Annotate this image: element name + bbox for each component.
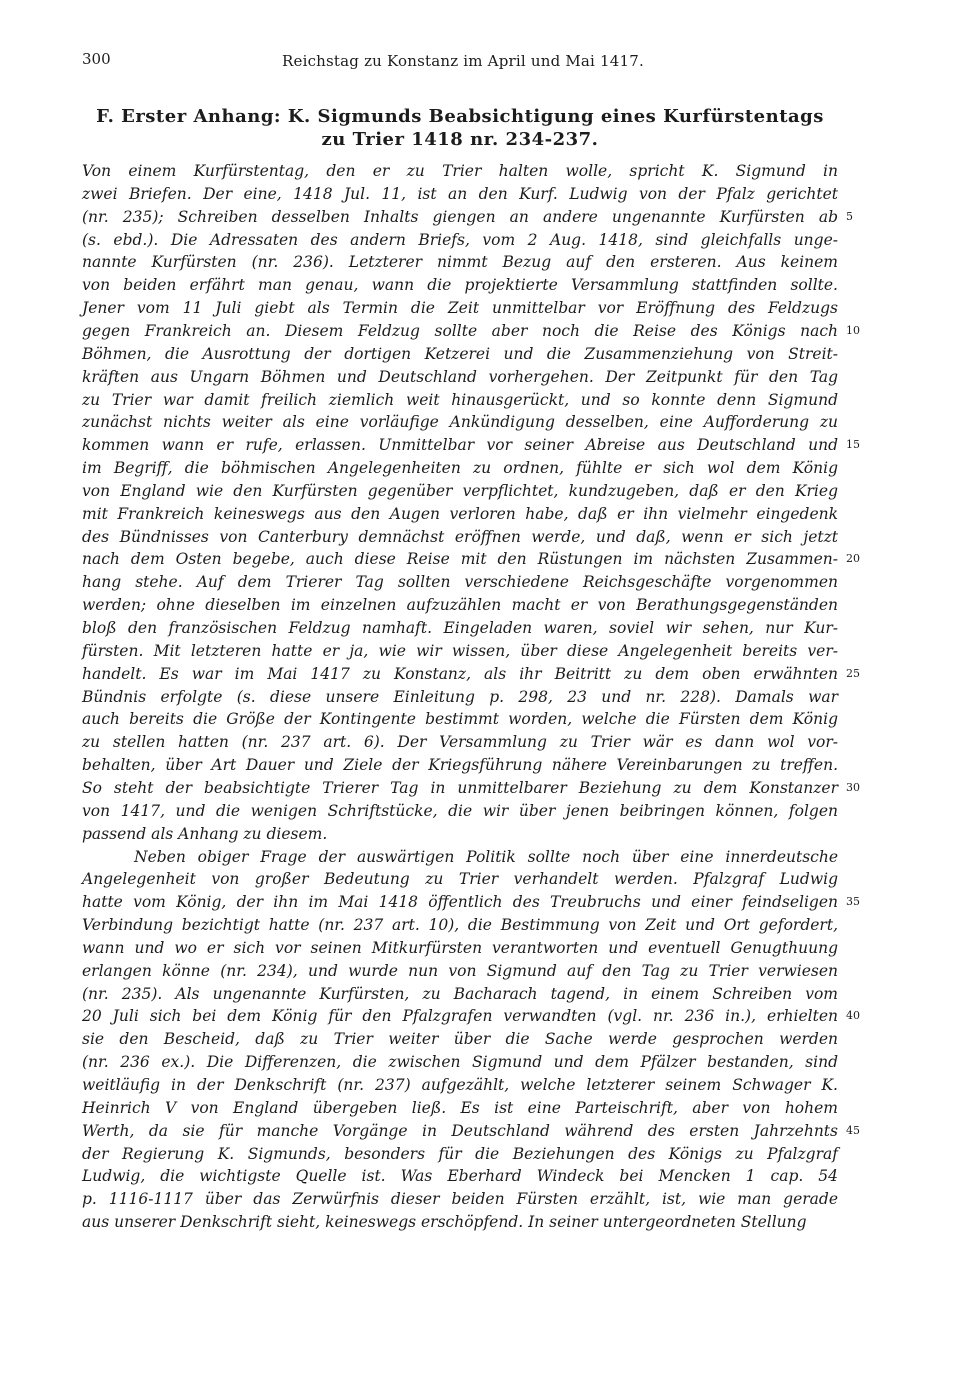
margin-line-number: 20 <box>846 552 860 566</box>
text-line: So steht der beabsichtigte Trierer Tag in unmittelbarer Beziehung zu dem Konstanzer <box>82 778 838 797</box>
text-line: zwei Briefen. Der eine, 1418 Jul. 11, ist an den Kurf. Ludwig von der Pfalz gerichtet <box>82 184 838 203</box>
text-line: (s. ebd.). Die Adressaten des andern Briefs, vom 2 Aug. 1418, sind gleichfalls unge- <box>82 230 838 249</box>
text-line: nach dem Osten begebe, auch diese Reise mit den Rüstungen im nächsten Zusammen- <box>82 550 838 569</box>
text-line: Neben obiger Frage der auswärtigen Politik sollte noch über eine innerdeutsche <box>134 847 838 866</box>
text-line: auch bereits die Größe der Kontingente bestimmt worden, welche die Fürsten dem König <box>82 710 838 729</box>
margin-line-number: 35 <box>846 895 860 909</box>
text-line: Verbindung bezichtigt hatte (nr. 237 art. 10), die Bestimmung von Zeit und Ort gefordert, <box>82 916 838 935</box>
text-line: des Bündnisses von Canterbury demnächst eröffnen werde, und daß, wenn er sich jetzt <box>82 527 838 546</box>
text-line: mit Frankreich keineswegs aus den Augen verloren habe, daß er ihn vielmehr eingedenk <box>82 504 838 523</box>
text-line: behalten, über Art Dauer und Ziele der Kriegsführung nähere Vereinbarungen zu treffen. <box>82 756 838 775</box>
text-line: 20 Juli sich bei dem König für den Pfalzgrafen verwandten (vgl. nr. 236 in.), erhielten <box>82 1007 838 1026</box>
page-number: 300 <box>82 50 111 68</box>
text-line: Von einem Kurfürstentag, den er zu Trier halten wolle, spricht K. Sigmund in <box>82 162 838 180</box>
text-line: weitläufig in der Denkschrift (nr. 237) aufgezählt, welche letzterer seinem Schwager K. <box>82 1076 838 1094</box>
text-line: werden; ohne dieselben im einzelnen aufzuzählen macht er von Berathungsgegenständen <box>82 596 838 615</box>
text-line: zunächst nichts weiter als eine vorläufige Ankündigung desselben, eine Aufforderung zu <box>82 413 838 432</box>
text-line: (nr. 235). Als ungenannte Kurfürsten, zu Bacharach tagend, in einem Schreiben vom <box>82 984 838 1003</box>
text-line: gegen Frankreich an. Diesem Feldzug sollte aber noch die Reise des Königs nach <box>82 321 838 340</box>
text-line: zu stellen hatten (nr. 237 art. 6). Der Versammlung zu Trier wär es dann wol vor- <box>82 733 838 752</box>
text-line: sie den Bescheid, daß zu Trier weiter über die Sache werde gesprochen werden <box>82 1030 838 1049</box>
margin-line-number: 25 <box>846 666 860 680</box>
margin-line-number: 15 <box>846 438 860 452</box>
text-line: (nr. 235); Schreiben desselben Inhalts giengen an andere ungenannte Kurfürsten ab <box>82 207 838 226</box>
section-heading-line-2: zu Trier 1418 nr. 234-237. <box>321 129 599 150</box>
margin-line-number: 30 <box>846 780 860 794</box>
text-line: zu Trier war damit freilich ziemlich weit hinausgerückt, und so konnte denn Sigmund <box>82 390 838 409</box>
margin-line-number: 5 <box>846 209 853 223</box>
text-line: kräften aus Ungarn Böhmen und Deutschland vorhergehen. Der Zeitpunkt für den Tag <box>82 367 838 386</box>
text-line: Ludwig, die wichtigste Quelle ist. Was Eberhard Windeck bei Mencken 1 cap. 54 <box>82 1167 838 1186</box>
text-line: nannte Kurfürsten (nr. 236). Letzterer nimmt Bezug auf den ersteren. Aus keinem <box>82 253 838 272</box>
text-line: fürsten. Mit letzteren hatte er ja, wie wir wissen, über diese Angelegenheit bereits ver- <box>82 641 838 660</box>
text-line: bloß den französischen Feldzug namhaft. Eingeladen waren, soviel wir sehen, nur Kur- <box>82 619 838 637</box>
text-line: (nr. 236 ex.). Die Differenzen, die zwischen Sigmund und dem Pfälzer bestanden, sind <box>82 1053 838 1072</box>
text-line: passend als Anhang zu diesem. <box>82 824 328 843</box>
running-title: Reichstag zu Konstanz im April und Mai 1417. <box>282 52 644 70</box>
text-line: Böhmen, die Ausrottung der dortigen Ketzerei und die Zusammenziehung von Streit- <box>82 344 838 363</box>
section-heading-line-1: F. Erster Anhang: K. Sigmunds Beabsichtigung eines Kurfürstentags <box>96 106 824 127</box>
text-line: Jener vom 11 Juli giebt als Termin die Zeit unmittelbar vor Eröffnung des Feldzugs <box>82 299 838 318</box>
margin-line-number: 10 <box>846 323 860 337</box>
margin-line-number: 40 <box>846 1009 860 1023</box>
text-line: im Begriff, die böhmischen Angelegenheiten zu ordnen, fühlte er sich wol dem König <box>82 459 838 478</box>
text-line: Heinrich V von England übergeben ließ. Es ist eine Parteischrift, aber von hohem <box>82 1098 838 1117</box>
text-line: handelt. Es war im Mai 1417 zu Konstanz, als ihr Beitritt zu dem oben erwähnten <box>82 664 838 683</box>
text-line: wann und wo er sich vor seinen Mitkurfürsten verantworten und eventuell Genugthuung <box>82 938 838 957</box>
text-line: von England wie den Kurfürsten gegenüber verpflichtet, kundzugeben, daß er den Krieg <box>82 481 838 500</box>
text-line: hang stehe. Auf dem Trierer Tag sollten verschiedene Reichsgeschäfte vorgenommen <box>82 573 838 592</box>
text-line: Werth, da sie für manche Vorgänge in Deutschland während des ersten Jahrzehnts <box>82 1121 838 1140</box>
text-line: Angelegenheit von großer Bedeutung zu Trier verhandelt werden. Pfalzgraf Ludwig <box>82 870 838 889</box>
text-line: Bündnis erfolgte (s. diese unsere Einleitung p. 298, 23 und nr. 228). Damals war <box>82 687 838 706</box>
text-line: von 1417, und die wenigen Schriftstücke, die wir über jenen beibringen können, folgen <box>82 801 838 820</box>
text-line: kommen wann er rufe, erlassen. Unmittelbar vor seiner Abreise aus Deutschland und <box>82 436 838 455</box>
text-line: aus unserer Denkschrift sieht, keineswegs erschöpfend. In seiner untergeordneten Stellung <box>82 1213 807 1232</box>
margin-line-number: 45 <box>846 1123 860 1137</box>
text-line: erlangen könne (nr. 234), und wurde nun von Sigmund auf den Tag zu Trier verwiesen <box>82 961 838 980</box>
text-line: von beiden erfährt man genau, wann die projektierte Versammlung stattfinden sollte. <box>82 276 838 295</box>
text-line: der Regierung K. Sigmunds, besonders für die Beziehungen des Königs zu Pfalzgraf <box>82 1144 838 1163</box>
text-line: p. 1116-1117 über das Zerwürfnis dieser beiden Fürsten erzählt, ist, wie man gerade <box>82 1190 838 1209</box>
text-line: hatte vom König, der ihn im Mai 1418 öffentlich des Treubruchs und einer feindseligen <box>82 893 838 912</box>
